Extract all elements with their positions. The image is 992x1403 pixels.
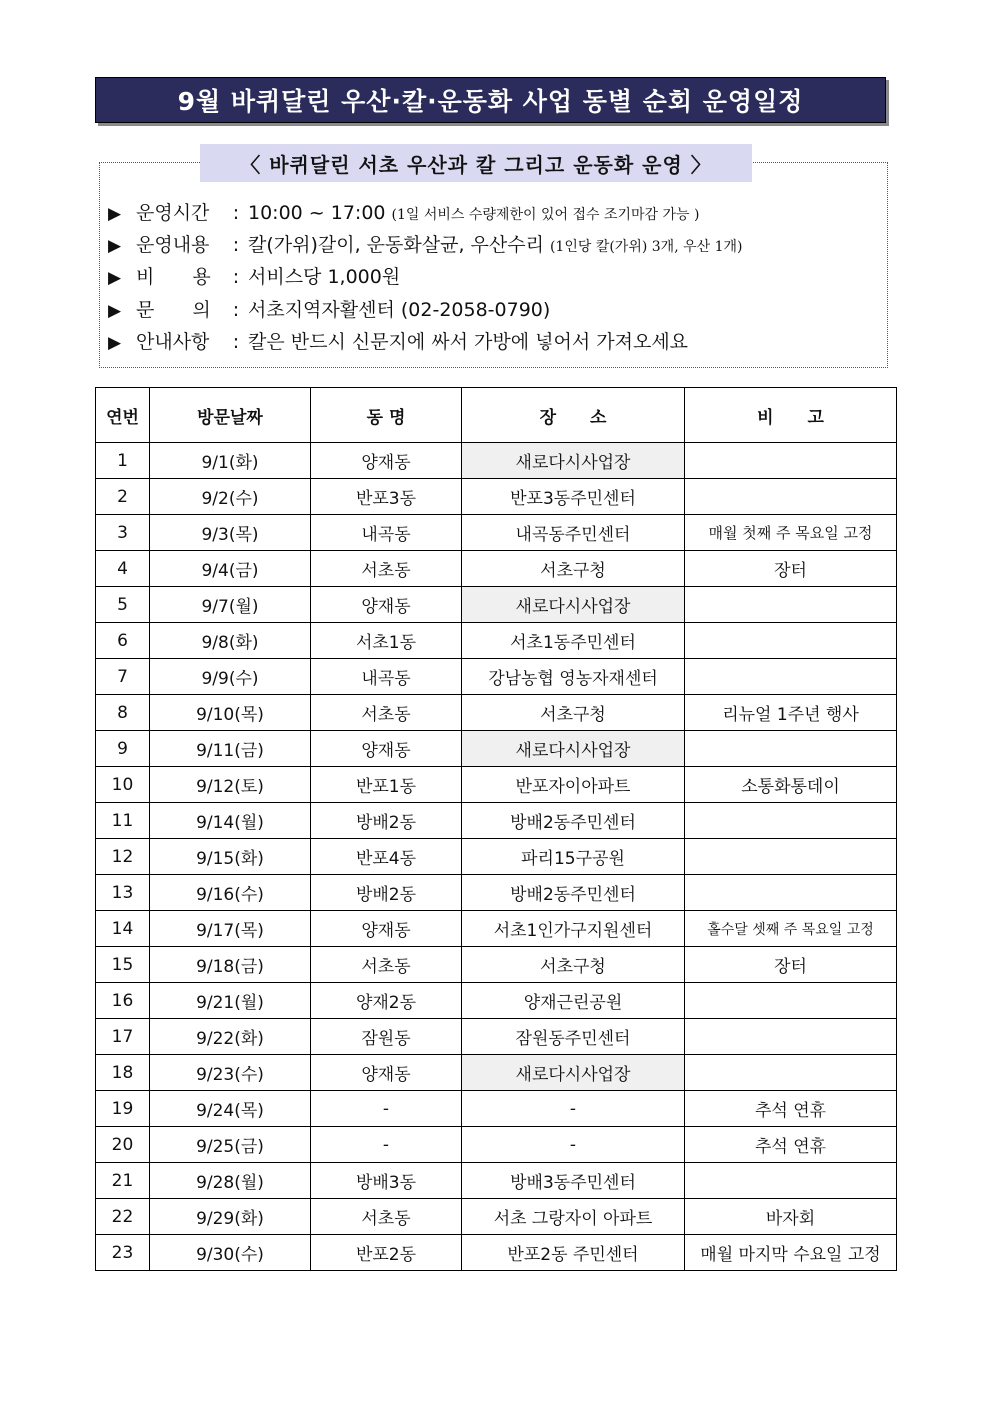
cell-place: - [462, 1091, 685, 1127]
cell-dong: 내곡동 [311, 659, 462, 695]
cell-note [685, 587, 897, 623]
cell-no: 15 [96, 947, 150, 983]
cell-date: 9/3(목) [150, 515, 311, 551]
info-label: 안내사항 [136, 331, 210, 353]
cell-date: 9/29(화) [150, 1199, 311, 1235]
info-label: 운영내용 [136, 234, 210, 256]
cell-place: 서초구청 [462, 947, 685, 983]
cell-dong: 양재동 [311, 731, 462, 767]
table-row [96, 947, 897, 983]
cell-no: 11 [96, 803, 150, 839]
cell-place: 반포3동주민센터 [462, 479, 685, 515]
cell-no: 10 [96, 767, 150, 803]
cell-date: 9/4(금) [150, 551, 311, 587]
cell-date: 9/24(목) [150, 1091, 311, 1127]
cell-dong: 잠원동 [311, 1019, 462, 1055]
cell-no: 18 [96, 1055, 150, 1091]
table-row [96, 659, 897, 695]
table-row [96, 551, 897, 587]
cell-no: 3 [96, 515, 150, 551]
cell-dong: 양재동 [311, 587, 462, 623]
info-value: 칼(가위)갈이, 운동화살균, 우산수리 [248, 234, 544, 256]
cell-place: 새로다시사업장 [462, 587, 685, 623]
cell-note [685, 839, 897, 875]
cell-place: 방배3동주민센터 [462, 1163, 685, 1199]
cell-date: 9/14(월) [150, 803, 311, 839]
info-operating-content: ▶ 운영내용 : 칼(가위)갈이, 운동화살균, 우산수리 (1인당 칼(가위) 3개, 우산 1개) [108, 230, 743, 257]
table-header-row [96, 388, 897, 443]
cell-no: 21 [96, 1163, 150, 1199]
cell-note [685, 443, 897, 479]
cell-place: 새로다시사업장 [462, 731, 685, 767]
cell-dong: 서초동 [311, 551, 462, 587]
cell-no: 19 [96, 1091, 150, 1127]
cell-dong: 방배2동 [311, 875, 462, 911]
cell-dong: 반포3동 [311, 479, 462, 515]
cell-no: 17 [96, 1019, 150, 1055]
cell-note [685, 803, 897, 839]
table-row [96, 479, 897, 515]
bullet-arrow-icon: ▶ [108, 268, 122, 288]
cell-no: 2 [96, 479, 150, 515]
bullet-arrow-icon: ▶ [108, 236, 122, 256]
bullet-arrow-icon: ▶ [108, 204, 122, 224]
cell-no: 4 [96, 551, 150, 587]
cell-dong: 서초1동 [311, 623, 462, 659]
info-label: 운영시간 [136, 202, 210, 224]
table-row [96, 911, 897, 947]
cell-date: 9/23(수) [150, 1055, 311, 1091]
table-row [96, 1091, 897, 1127]
cell-date: 9/7(월) [150, 587, 311, 623]
cell-date: 9/17(목) [150, 911, 311, 947]
schedule-table [95, 387, 897, 1271]
cell-date: 9/11(금) [150, 731, 311, 767]
table-row [96, 695, 897, 731]
cell-note [685, 479, 897, 515]
header-place: 장 소 [462, 388, 685, 443]
bullet-arrow-icon: ▶ [108, 333, 122, 353]
cell-no: 5 [96, 587, 150, 623]
schedule-body [96, 443, 897, 1271]
cell-no: 13 [96, 875, 150, 911]
cell-dong: 양재동 [311, 911, 462, 947]
cell-no: 6 [96, 623, 150, 659]
cell-no: 14 [96, 911, 150, 947]
cell-date: 9/18(금) [150, 947, 311, 983]
cell-note: 홀수달 셋째 주 목요일 고정 [685, 911, 897, 947]
cell-date: 9/9(수) [150, 659, 311, 695]
cell-date: 9/16(수) [150, 875, 311, 911]
table-row [96, 875, 897, 911]
cell-place: 잠원동주민센터 [462, 1019, 685, 1055]
cell-place: 서초 그랑자이 아파트 [462, 1199, 685, 1235]
cell-note: 추석 연휴 [685, 1127, 897, 1163]
bullet-arrow-icon: ▶ [108, 301, 122, 321]
table-row [96, 983, 897, 1019]
cell-note: 매월 마지막 수요일 고정 [685, 1235, 897, 1271]
cell-place: 방배2동주민센터 [462, 875, 685, 911]
cell-note [685, 983, 897, 1019]
cell-place: 강남농협 영농자재센터 [462, 659, 685, 695]
cell-date: 9/1(화) [150, 443, 311, 479]
table-row [96, 839, 897, 875]
header-date: 방문날짜 [150, 388, 311, 443]
cell-date: 9/12(토) [150, 767, 311, 803]
cell-note: 추석 연휴 [685, 1091, 897, 1127]
cell-place: 파리15구공원 [462, 839, 685, 875]
cell-note [685, 1019, 897, 1055]
table-row [96, 1055, 897, 1091]
cell-dong: 양재2동 [311, 983, 462, 1019]
header-no: 연번 [96, 388, 150, 443]
cell-place: 서초구청 [462, 551, 685, 587]
cell-no: 8 [96, 695, 150, 731]
cell-no: 9 [96, 731, 150, 767]
info-value: 서비스당 1,000원 [248, 266, 401, 288]
cell-date: 9/10(목) [150, 695, 311, 731]
cell-note [685, 623, 897, 659]
info-operating-hours: ▶ 운영시간 : 10:00 ~ 17:00 (1일 서비스 수량제한이 있어 접수 조기마감 가능 ) [108, 198, 699, 225]
cell-date: 9/2(수) [150, 479, 311, 515]
cell-dong: 서초동 [311, 695, 462, 731]
cell-note [685, 731, 897, 767]
table-row [96, 1163, 897, 1199]
info-guidance: ▶ 안내사항 : 칼은 반드시 신문지에 싸서 가방에 넣어서 가져오세요 [108, 327, 688, 354]
info-value: 칼은 반드시 신문지에 싸서 가방에 넣어서 가져오세요 [248, 331, 689, 353]
info-value: 10:00 ~ 17:00 [248, 202, 386, 224]
cell-place: 새로다시사업장 [462, 443, 685, 479]
cell-no: 23 [96, 1235, 150, 1271]
cell-dong: 방배2동 [311, 803, 462, 839]
cell-no: 20 [96, 1127, 150, 1163]
cell-note: 장터 [685, 551, 897, 587]
cell-note [685, 875, 897, 911]
table-row [96, 803, 897, 839]
title-bar [95, 77, 886, 123]
table-row [96, 1127, 897, 1163]
table-row [96, 515, 897, 551]
info-label: 문 의 [136, 299, 211, 321]
cell-dong: 서초동 [311, 1199, 462, 1235]
cell-note [685, 1055, 897, 1091]
cell-place: 서초구청 [462, 695, 685, 731]
header-note: 비 고 [685, 388, 897, 443]
cell-note: 매월 첫째 주 목요일 고정 [685, 515, 897, 551]
cell-dong: 반포4동 [311, 839, 462, 875]
info-cost: ▶ 비 용 : 서비스당 1,000원 [108, 262, 400, 289]
info-inquiry: ▶ 문 의 : 서초지역자활센터 (02-2058-0790) [108, 295, 550, 322]
cell-date: 9/21(월) [150, 983, 311, 1019]
table-row [96, 1235, 897, 1271]
cell-dong: 양재동 [311, 443, 462, 479]
cell-note: 소통화통데이 [685, 767, 897, 803]
cell-dong: 내곡동 [311, 515, 462, 551]
cell-note: 장터 [685, 947, 897, 983]
cell-no: 22 [96, 1199, 150, 1235]
cell-date: 9/15(화) [150, 839, 311, 875]
cell-place: 내곡동주민센터 [462, 515, 685, 551]
table-row [96, 1199, 897, 1235]
cell-note [685, 1163, 897, 1199]
cell-place: 방배2동주민센터 [462, 803, 685, 839]
cell-dong: 양재동 [311, 1055, 462, 1091]
table-row [96, 1019, 897, 1055]
cell-date: 9/28(월) [150, 1163, 311, 1199]
subtitle-banner [200, 144, 752, 182]
cell-no: 1 [96, 443, 150, 479]
cell-dong: 방배3동 [311, 1163, 462, 1199]
cell-date: 9/25(금) [150, 1127, 311, 1163]
cell-dong: 반포1동 [311, 767, 462, 803]
cell-place: 서초1동주민센터 [462, 623, 685, 659]
info-value: 서초지역자활센터 (02-2058-0790) [248, 299, 551, 321]
table-row [96, 623, 897, 659]
cell-note [685, 659, 897, 695]
cell-no: 16 [96, 983, 150, 1019]
table-row [96, 443, 897, 479]
cell-place: 반포2동 주민센터 [462, 1235, 685, 1271]
cell-note: 리뉴얼 1주년 행사 [685, 695, 897, 731]
cell-place: 새로다시사업장 [462, 1055, 685, 1091]
info-label: 비 용 [136, 266, 211, 288]
table-row [96, 767, 897, 803]
table-row [96, 731, 897, 767]
cell-date: 9/30(수) [150, 1235, 311, 1271]
header-dong: 동 명 [311, 388, 462, 443]
cell-place: 반포자이아파트 [462, 767, 685, 803]
cell-no: 12 [96, 839, 150, 875]
cell-dong: 서초동 [311, 947, 462, 983]
table-row [96, 587, 897, 623]
cell-place: 양재근린공원 [462, 983, 685, 1019]
cell-place: - [462, 1127, 685, 1163]
info-note: (1인당 칼(가위) 3개, 우산 1개) [549, 239, 743, 255]
cell-dong: - [311, 1091, 462, 1127]
info-note: (1일 서비스 수량제한이 있어 접수 조기마감 가능 ) [391, 207, 700, 223]
cell-place: 서초1인가구지원센터 [462, 911, 685, 947]
cell-dong: 반포2동 [311, 1235, 462, 1271]
cell-date: 9/22(화) [150, 1019, 311, 1055]
cell-note: 바자회 [685, 1199, 897, 1235]
cell-dong: - [311, 1127, 462, 1163]
cell-no: 7 [96, 659, 150, 695]
subtitle: 〈 바퀴달린 서초 우산과 칼 그리고 운동화 운영 〉 [240, 152, 712, 177]
page-title: 9월 바퀴달린 우산·칼·운동화 사업 동별 순회 운영일정 [177, 87, 804, 116]
cell-date: 9/8(화) [150, 623, 311, 659]
